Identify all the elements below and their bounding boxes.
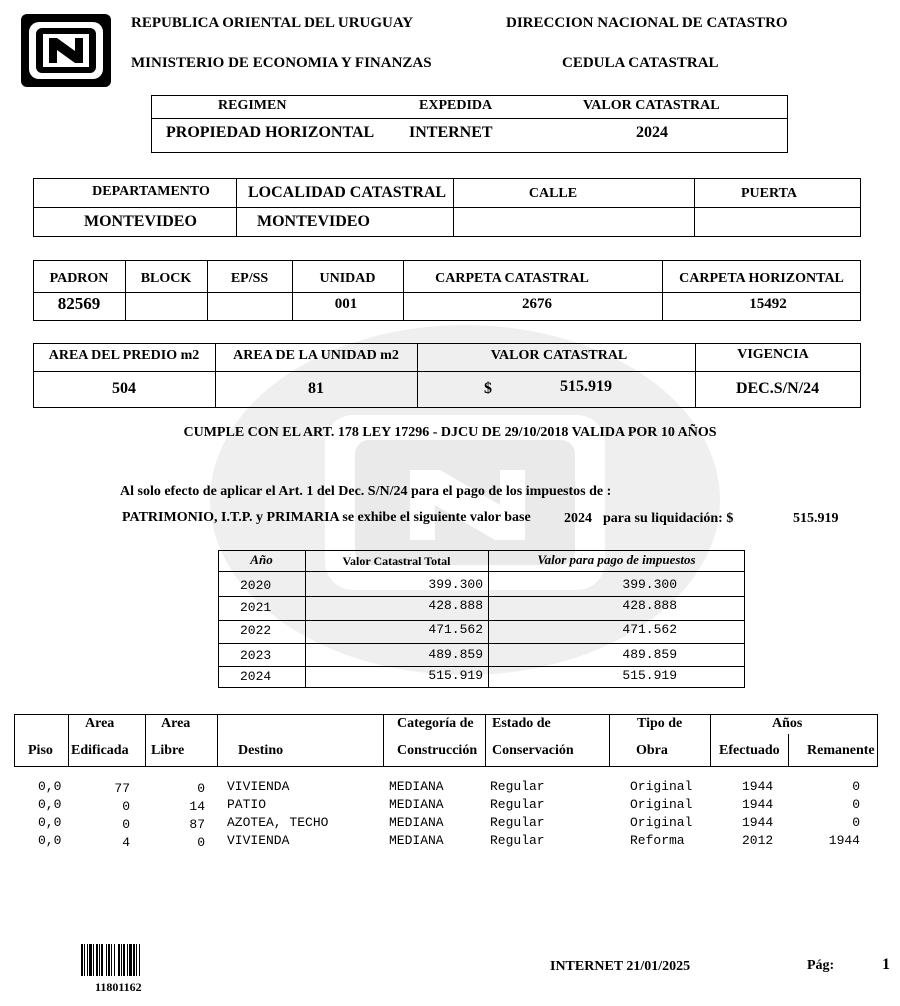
piso-cell: 0,0 [38, 797, 62, 812]
obra-cell: Original [630, 779, 693, 794]
area-unidad-value: 81 [308, 380, 324, 397]
barcode-bar [99, 944, 100, 976]
obra-cell: Original [630, 797, 693, 812]
unidad-value: 001 [334, 296, 358, 312]
barcode-bar [127, 944, 128, 976]
dnc-logo [21, 14, 111, 87]
categoria-cell: MEDIANA [389, 779, 444, 794]
padron-header: PADRON [49, 271, 109, 286]
tipo-header: Tipo de [637, 716, 683, 731]
pago-cell: 515.919 [622, 668, 677, 683]
barcode-bar [111, 944, 112, 976]
barcode-bar [81, 944, 83, 976]
base-text-line1: Al solo efecto de aplicar el Art. 1 del Dec. S/N/24 para el pago de los impuestos de : [120, 484, 612, 499]
base-text-line2: PATRIMONIO, I.T.P. y PRIMARIA se exhibe el siguiente valor base [122, 510, 531, 525]
barcode-bar [121, 944, 122, 976]
barcode-bar [89, 944, 92, 976]
vigencia-value: DEC.S/N/24 [735, 380, 820, 397]
area-header-2: Area [161, 716, 191, 731]
total-cell: 428.888 [428, 598, 483, 613]
destino-header: Destino [238, 743, 284, 758]
edificada-cell: 0 [122, 817, 130, 832]
categoria-cell: MEDIANA [389, 815, 444, 830]
barcode-bar [136, 944, 137, 976]
edificada-header: Edificada [71, 743, 129, 758]
obra-cell: Original [630, 815, 693, 830]
year-col-header: Año [250, 552, 273, 567]
carpeta-horizontal-header: CARPETA HORIZONTAL [679, 271, 844, 286]
libre-cell: 87 [189, 817, 205, 832]
barcode-bar [133, 944, 135, 976]
year-cell: 2023 [240, 648, 272, 663]
barcode-bar [87, 944, 88, 976]
area-header-1: Area [85, 716, 115, 731]
page-label: Pág: [807, 958, 835, 973]
efectuado-cell: 2012 [742, 833, 774, 848]
year-cell: 2022 [240, 623, 272, 638]
barcode-bar [123, 944, 125, 976]
total-cell: 471.562 [428, 622, 483, 637]
barcode-bar [84, 944, 85, 976]
edificada-cell: 4 [122, 835, 130, 850]
construccion-header: Construcción [397, 743, 478, 758]
pago-col-header: Valor para pago de impuestos [537, 552, 696, 567]
destino-cell: AZOTEA, TECHO [227, 815, 329, 830]
base-year: 2024 [564, 511, 592, 526]
destino-cell: VIVIENDA [227, 779, 290, 794]
base-amount: 515.919 [793, 511, 839, 526]
barcode [81, 944, 171, 976]
carpeta-header: CARPETA CATASTRAL [435, 271, 589, 286]
localidad-header: LOCALIDAD CATASTRAL [248, 184, 447, 201]
carpeta-horizontal-value: 15492 [749, 296, 787, 312]
efectuado-cell: 1944 [742, 815, 774, 830]
remanente-header: Remanente [807, 743, 875, 758]
estado-header: Estado de [492, 716, 551, 731]
remanente-cell: 0 [852, 815, 860, 830]
conservacion-header: Conservación [492, 743, 574, 758]
header-cedula: CEDULA CATASTRAL [562, 55, 719, 71]
total-cell: 489.859 [428, 647, 483, 662]
header-direccion: DIRECCION NACIONAL DE CATASTRO [506, 15, 788, 31]
page-number: 1 [882, 956, 890, 973]
barcode-bar [93, 944, 94, 976]
vigencia-header: VIGENCIA [737, 347, 809, 362]
estado-cell: Regular [490, 815, 545, 830]
barcode-bar [129, 944, 132, 976]
piso-cell: 0,0 [38, 815, 62, 830]
padron-value: 82569 [57, 294, 101, 313]
year-cell: 2024 [240, 669, 272, 684]
efectuado-header: Efectuado [719, 743, 780, 758]
epss-header: EP/SS [230, 271, 269, 286]
block-header: BLOCK [140, 271, 192, 286]
barcode-bar [139, 944, 140, 976]
estado-cell: Regular [490, 779, 545, 794]
categoria-header: Categoría de [397, 716, 474, 731]
destino-cell: VIVIENDA [227, 833, 290, 848]
efectuado-cell: 1944 [742, 797, 774, 812]
area-predio-header: AREA DEL PREDIO m2 [48, 348, 200, 363]
categoria-cell: MEDIANA [389, 833, 444, 848]
pago-cell: 489.859 [622, 647, 677, 662]
departamento-header: DEPARTAMENTO [92, 184, 210, 199]
piso-header: Piso [28, 743, 53, 758]
edificada-cell: 77 [114, 781, 130, 796]
libre-cell: 0 [197, 835, 205, 850]
remanente-cell: 0 [852, 797, 860, 812]
categoria-cell: MEDIANA [389, 797, 444, 812]
pago-cell: 399.300 [622, 577, 677, 592]
piso-cell: 0,0 [38, 833, 62, 848]
edificada-cell: 0 [122, 799, 130, 814]
remanente-cell: 1944 [828, 833, 860, 848]
departamento-value: MONTEVIDEO [84, 213, 197, 230]
total-cell: 515.919 [428, 668, 483, 683]
calle-header: CALLE [528, 186, 578, 201]
carpeta-value: 2676 [522, 296, 552, 312]
compliance-notice: CUMPLE CON EL ART. 178 LEY 17296 - DJCU DE 29/10/2018 VALIDA POR 10 AÑOS [183, 425, 717, 440]
barcode-bar [101, 944, 103, 976]
valor-catastral-value: 515.919 [560, 378, 612, 395]
area-unidad-header: AREA DE LA UNIDAD m2 [233, 348, 399, 363]
piso-cell: 0,0 [38, 779, 62, 794]
valor-catastral-header: VALOR CATASTRAL [583, 98, 720, 113]
regimen-value: PROPIEDAD HORIZONTAL [166, 124, 375, 141]
barcode-bar [106, 944, 107, 976]
estado-cell: Regular [490, 833, 545, 848]
header-ministry: MINISTERIO DE ECONOMIA Y FINANZAS [131, 55, 432, 71]
barcode-bar [108, 944, 110, 976]
libre-cell: 0 [197, 781, 205, 796]
header-republic: REPUBLICA ORIENTAL DEL URUGUAY [131, 15, 414, 31]
area-predio-value: 504 [112, 380, 136, 397]
obra-header: Obra [636, 743, 668, 758]
puerta-header: PUERTA [740, 186, 798, 201]
destino-cell: PATIO [227, 797, 267, 812]
localidad-value: MONTEVIDEO [257, 213, 370, 230]
libre-header: Libre [151, 743, 185, 758]
valor-catastral-header-2: VALOR CATASTRAL [490, 348, 628, 363]
obra-cell: Reforma [630, 833, 685, 848]
expedida-value: INTERNET [409, 124, 493, 141]
base-liq-label: para su liquidación: $ [603, 511, 734, 526]
total-cell: 399.300 [428, 577, 483, 592]
unidad-header: UNIDAD [319, 271, 376, 286]
expedida-header: EXPEDIDA [419, 98, 493, 113]
valor-year-value: 2024 [636, 124, 668, 141]
barcode-bar [96, 944, 98, 976]
anios-header: Años [772, 716, 803, 731]
issued-date: INTERNET 21/01/2025 [550, 959, 691, 974]
year-cell: 2020 [240, 578, 272, 593]
remanente-cell: 0 [852, 779, 860, 794]
libre-cell: 14 [189, 799, 205, 814]
barcode-number: 11801162 [95, 980, 142, 994]
pago-cell: 471.562 [622, 622, 677, 637]
currency-symbol: $ [484, 380, 492, 397]
total-col-header: Valor Catastral Total [342, 554, 451, 568]
regimen-header: REGIMEN [218, 98, 287, 113]
barcode-bar [114, 944, 115, 976]
year-cell: 2021 [240, 600, 272, 615]
pago-cell: 428.888 [622, 598, 677, 613]
estado-cell: Regular [490, 797, 545, 812]
barcode-bar [118, 944, 120, 976]
efectuado-cell: 1944 [742, 779, 774, 794]
